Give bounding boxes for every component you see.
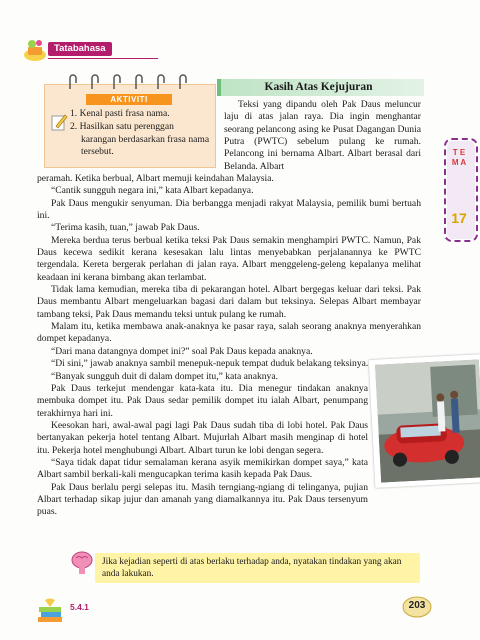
story-paragraph: “Banyak sungguh duit di dalam dompet itu,” kata anaknya.	[51, 370, 278, 382]
pencil-paper-icon	[50, 112, 68, 132]
activity-item: 2. Hasilkan satu perenggan karangan berdasarkan frasa nama tersebut.	[70, 121, 210, 158]
story-paragraph: Malam itu, ketika membawa anak-anaknya ke pasar raya, salah seorang anaknya menyerahkan dompet kepadanya.	[37, 321, 421, 345]
notebook-rings-icon	[60, 73, 200, 89]
taxi-hotel-photo	[375, 359, 480, 482]
story-paragraph: “Di sini,” jawab anaknya sambil menepuk-nepuk tempat duduk belakang teksinya.	[51, 358, 369, 370]
story-paragraph: Pak Daus mengukir senyuman. Dia berbangga menjadi rakyat Malaysia, pemilik bumi bertuah ini.	[37, 197, 421, 222]
story-paragraph: peramah. Ketika berbual, Albart memuji keindahan Malaysia.	[37, 173, 274, 184]
story-paragraph-1: Teksi yang dipandu oleh Pak Daus meluncur laju di atas jalan raya. Dia ingin menghantar seorang pelancong asing ke Pusat Dagangan Dunia Putra (PWTC) sebelum pulang ke rumah. Pelancong ini bernama Albart. Albart berasal dari Belanda. Albart	[224, 99, 421, 172]
brain-icon	[70, 550, 94, 576]
story-body-left	[37, 383, 368, 519]
theme-label: T E M A	[451, 148, 467, 167]
activity-list	[70, 108, 210, 159]
activity-title: AKTIVITI	[110, 95, 148, 104]
page-number: 203	[408, 600, 426, 611]
story-paragraph: Pak Daus terkejut mendengar kata-kata itu. Dia menegur tindakan anaknya membuka dompet itu. Pak Daus sedar pemilik dompet itu ialah Albart, penumpang terakhirnya hari ini.	[37, 383, 368, 419]
story-paragraph: “Cantik sungguh negara ini,” kata Albart kepadanya.	[51, 185, 254, 197]
story-paragraph: “Terima kasih, tuan,” jawab Pak Daus.	[51, 222, 200, 234]
section-tag-underline	[48, 58, 158, 59]
story-paragraph: “Dari mana datangnya dompet ini?” soal Pak Daus kepada anaknya.	[51, 345, 313, 357]
story-paragraph: Tidak lama kemudian, mereka tiba di pekarangan hotel. Albart bergegas keluar dari teksi. Pak Daus membantu Albart mengeluarkan bagasi dari dalam but teksinya. Selepas Albart membayar tambang teksi, Pak Daus memandu teksi untuk pulang ke rumah.	[37, 284, 421, 320]
standard-code: 5.4.1	[70, 602, 89, 612]
story-paragraph: Pak Daus berlalu pergi selepas itu. Masih terngiang-ngiang di telinganya, pujian Albart terhadap sikap jujur dan amanah yang diamalkannya itu. Pak Daus tersenyum puas.	[37, 481, 368, 518]
story-paragraph: Keesokan hari, awal-awal pagi lagi Pak Daus sudah tiba di lobi hotel. Pak Daus bertanyakan pekerja hotel tentang Albart. Mujurlah Albart masih menginap di hotel itu. Pekerja hotel menghubungi Albart. Albart turun ke lobi dengan segera.	[37, 420, 368, 456]
story-paragraph: “Saya tidak dapat tidur semalaman kerana asyik memikirkan dompet saya,” kata Albart sambil berkali-kali mengucapkan terima kasih kepada Pak Daus.	[37, 457, 368, 481]
story-title: Kasih Atas Kejujuran	[264, 81, 373, 93]
theme-number: 17	[451, 210, 467, 226]
activity-item: 1. Kenal pasti frasa nama.	[70, 108, 170, 119]
books-icon	[35, 597, 65, 623]
story-body	[37, 173, 421, 383]
section-tag: Tatabahasa	[48, 42, 112, 56]
reflection-note: Jika kejadian seperti di atas berlaku terhadap anda, nyatakan tindakan yang akan anda lakukan.	[102, 557, 402, 579]
grammar-book-icon	[22, 38, 48, 64]
story-paragraph: Mereka berdua terus berbual ketika teksi Pak Daus semakin menghampiri PWTC. Namun, Pak Daus kecewa sedikit kerana kesesakan lalu lintas menyebabkan perjalanannya ke PWTC tergendala. Kereta bergerak perlahan di jalan raya. Albart menggeleng-geleng kepalanya melihat keadaan ini kerana bimbang akan terlambat.	[37, 234, 421, 283]
